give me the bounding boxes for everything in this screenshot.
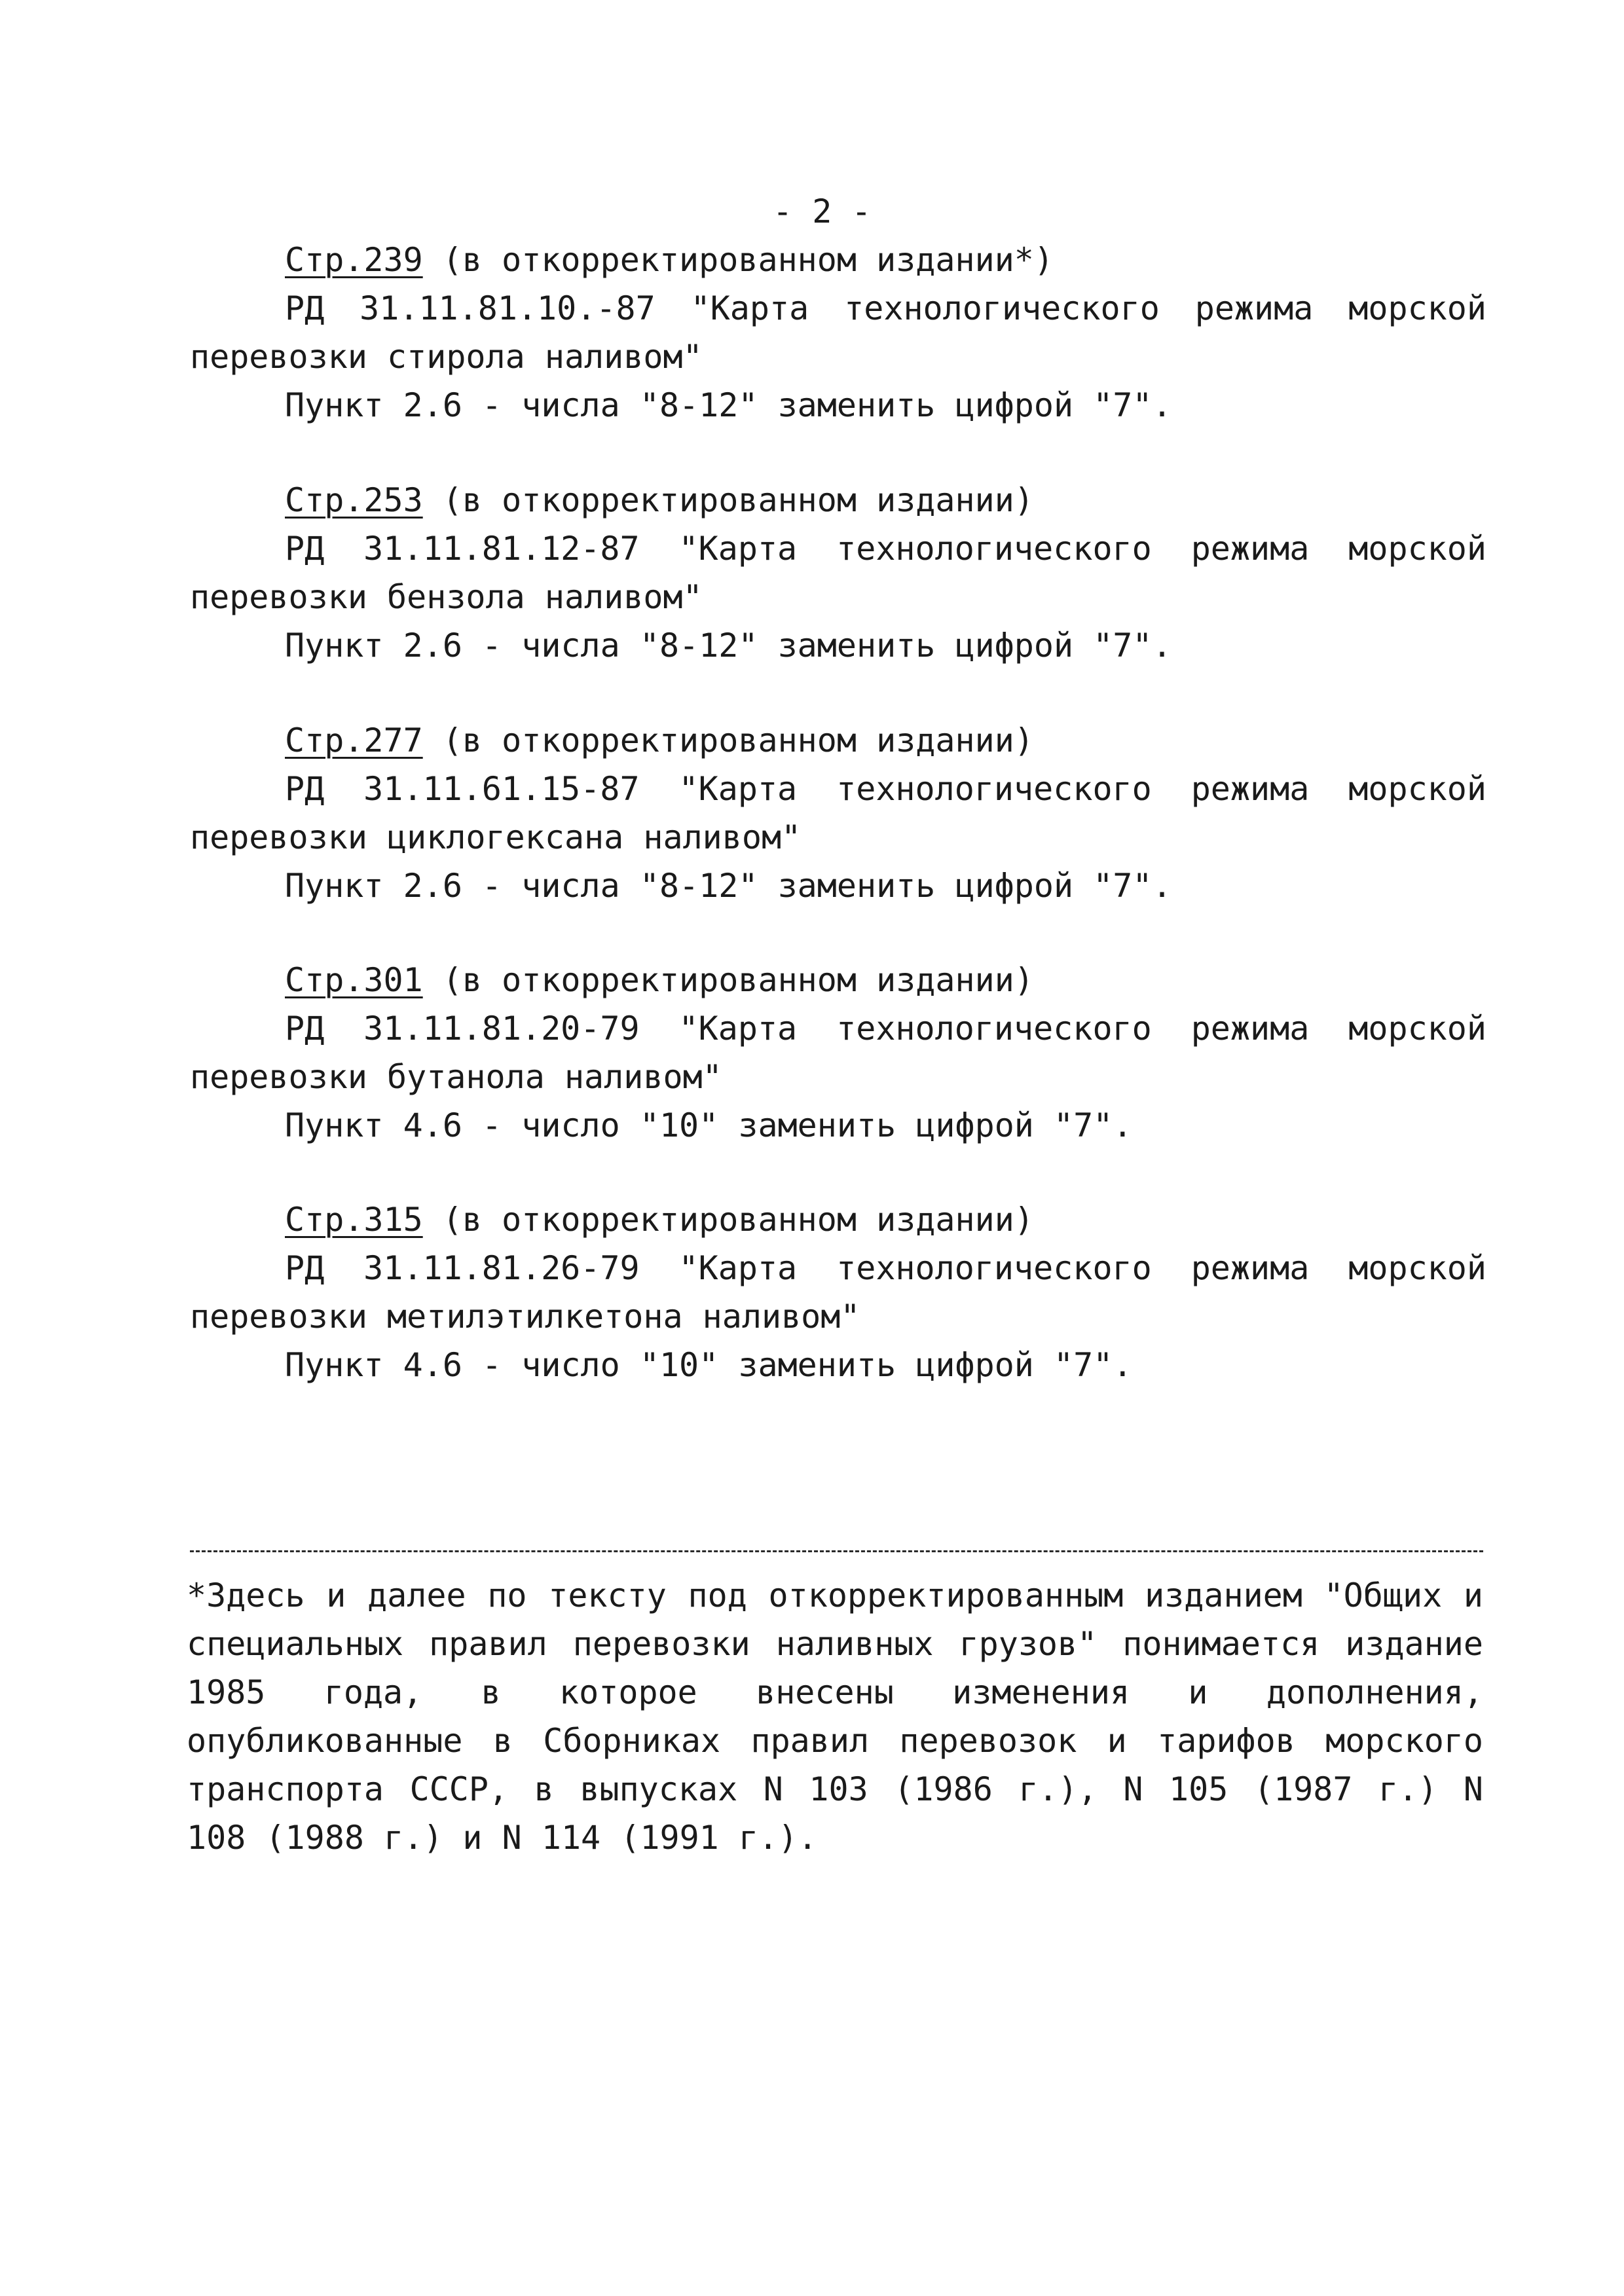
rd-document-title: РД 31.11.81.10.-87 "Карта технологического режима морской перевозки стирола наливом": [190, 289, 1486, 376]
rd-document-title: РД 31.11.81.26-79 "Карта технологического режима морской перевозки метилэтилкетона наливом": [190, 1249, 1486, 1336]
edition-note: (в откорректированном издании): [422, 1201, 1034, 1239]
page-reference: Стр.301: [285, 961, 423, 999]
page-reference: Стр.315: [285, 1201, 423, 1239]
page-reference: Стр.277: [285, 721, 423, 759]
entry-reference: [190, 1195, 1486, 1244]
correction-entry: [190, 476, 1486, 670]
page-reference: Стр.253: [285, 481, 423, 519]
rd-document-title: РД 31.11.81.12-87 "Карта технологического режима морской перевозки бензола наливом": [190, 530, 1486, 616]
correction-entry: [190, 956, 1486, 1150]
entry-reference: [190, 236, 1486, 284]
entry-reference: [190, 476, 1486, 524]
point-instruction: Пункт 2.6 - числа "8-12" заменить цифрой "7".: [285, 627, 1172, 665]
correction-entry: [190, 1195, 1486, 1389]
correction-entry: [190, 716, 1486, 910]
point-instruction: Пункт 2.6 - числа "8-12" заменить цифрой "7".: [285, 867, 1172, 905]
page-number: - 2 -: [773, 192, 872, 230]
edition-note: (в откорректированном издании*): [422, 241, 1054, 279]
rd-document-title: РД 31.11.81.20-79 "Карта технологического режима морской перевозки бутанола наливом": [190, 1010, 1486, 1096]
rd-document-title: РД 31.11.61.15-87 "Карта технологического режима морской перевозки циклогексана наливом": [190, 770, 1486, 856]
point-instruction: Пункт 4.6 - число "10" заменить цифрой "7".: [285, 1346, 1133, 1384]
edition-note: (в откорректированном издании): [422, 961, 1034, 999]
footnote: *Здесь и далее по тексту под откорректированным изданием "Общих и специальных правил перевозки наливных грузов" понимается издание 1985 года, в которое внесены изменения и дополнения, опубликованные в Сборниках правил перевозок и тарифов морского транспорта СССР, в выпусках N 103 (1986 г.), N 105 (1987 г.) N 108 (1988 г.) и N 114 (1991 г.).: [187, 1576, 1483, 1857]
edition-note: (в откорректированном издании): [422, 721, 1034, 759]
entry-reference: [190, 956, 1486, 1004]
entry-reference: [190, 716, 1486, 765]
point-instruction: Пункт 2.6 - числа "8-12" заменить цифрой "7".: [285, 386, 1172, 424]
point-instruction: Пункт 4.6 - число "10" заменить цифрой "7".: [285, 1106, 1133, 1144]
page-reference: Стр.239: [285, 241, 423, 279]
correction-entry: [190, 236, 1486, 429]
footnote-divider: [190, 1550, 1483, 1552]
edition-note: (в откорректированном издании): [422, 481, 1034, 519]
